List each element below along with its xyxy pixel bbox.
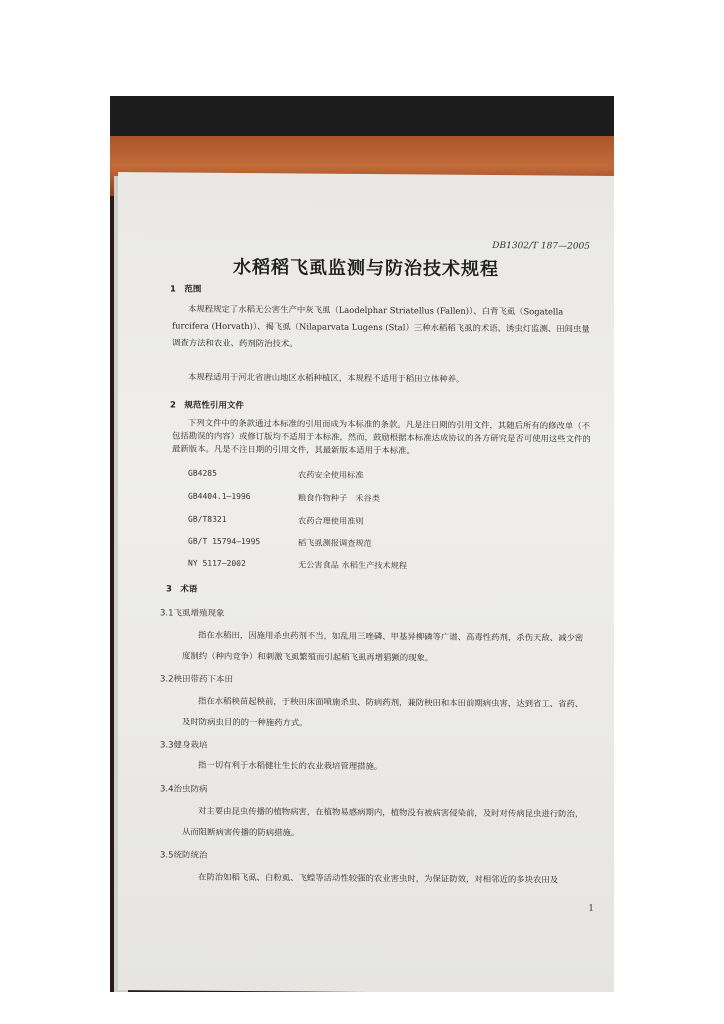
ref-name: 农药安全使用标准 xyxy=(298,469,364,480)
section-heading-scope: 1 范围 xyxy=(170,284,202,295)
ref-item xyxy=(188,468,588,480)
term-text: 指一切有利于水稻健壮生长的农业栽培管理措施。 xyxy=(198,759,383,772)
section-heading-refs: 2 规范性引用文件 xyxy=(170,400,244,412)
ref-code: GB/T 15794—1995 xyxy=(188,536,261,547)
section-heading-terms: 3 术语 xyxy=(166,584,198,595)
page-number: 1 xyxy=(588,903,594,914)
term-heading: 3.1飞虱增殖现象 xyxy=(160,608,225,619)
dark-background xyxy=(110,96,614,136)
term-text: 对主要由昆虫传播的植物病害，在植物易感病期内，植物没有被病害侵染前，及时对传病昆虫进行防治，从而阻断病害传播的防病措施。 xyxy=(182,805,584,838)
term-heading: 3.3健身栽培 xyxy=(160,740,208,751)
ref-code: GB/T8321 xyxy=(188,514,227,524)
ref-code: NY 5117—2002 xyxy=(188,558,246,569)
ref-name: 粮食作物种子 禾谷类 xyxy=(298,492,380,504)
scope-paragraph-1: 本规程规定了水稻无公害生产中灰飞虱（Laodelphar Striatellus (Fallen)）、白背飞虱（Sogatella furcifera (Horvath)）、褐飞虱（Nilaparvata Lugens (Stal）三种水稻稻飞虱的术语、诱虫灯监测、田间虫量调查方法和农业、药剂防治技术。 xyxy=(172,303,590,349)
ref-item xyxy=(188,558,588,571)
ref-item xyxy=(188,514,588,526)
document-page xyxy=(118,172,614,992)
document-title: 水稻稻飞虱监测与防治技术规程 xyxy=(233,256,499,281)
ref-code: GB4404.1—1996 xyxy=(188,491,251,502)
term-text: 指在水稻秧苗起秧前，于秧田床面喷施杀虫、防病药剂，兼防秧田和本田前期病虫害，达到省工、省药、及时防病虫目的的一种施药方式。 xyxy=(182,695,584,728)
document-photo xyxy=(110,96,614,992)
term-heading: 3.4治虫防病 xyxy=(160,784,208,795)
ref-name: 农药合理使用准则 xyxy=(298,515,364,526)
term-heading: 3.2秧田带药下本田 xyxy=(160,674,234,685)
refs-intro: 下列文件中的条款通过本标准的引用而成为本标准的条款。凡是注日期的引用文件，其随后所有的修改单（不包括勘误的内容）或修订版均不适用于本标准，然而，鼓励根据本标准达成协议的各方研究是否可使用这些文件的最新版本。凡是不注日期的引用文件，其最新版本适用于本标准。 xyxy=(172,417,591,456)
term-heading: 3.5统防统治 xyxy=(160,850,208,861)
ref-name: 稻飞虱测报调查规范 xyxy=(298,537,372,549)
term-text: 指在水稻田，因施用杀虫药剂不当，如乱用三唑磷、甲基异柳磷等广谱、高毒性药剂，杀伤天敌、减少密度制约（种内竞争）和刺激飞虱繁殖而引起稻飞虱再增猖獗的现象。 xyxy=(182,629,584,663)
ref-item xyxy=(188,536,588,549)
ref-item xyxy=(188,491,588,504)
term-text: 在防治如稻飞虱、白粉虱、飞蝗等活动性较强的农业害虫时，为保证防效，对相邻近的多块农田及 xyxy=(198,871,559,885)
ref-code: GB4285 xyxy=(188,468,217,478)
scope-paragraph-2: 本规程适用于河北省唐山地区水稻种植区，本规程不适用于稻田立体种养。 xyxy=(188,371,465,384)
ref-name: 无公害食品 水稻生产技术规程 xyxy=(298,559,408,571)
standard-number: DB1302/T 187—2005 xyxy=(492,240,590,252)
